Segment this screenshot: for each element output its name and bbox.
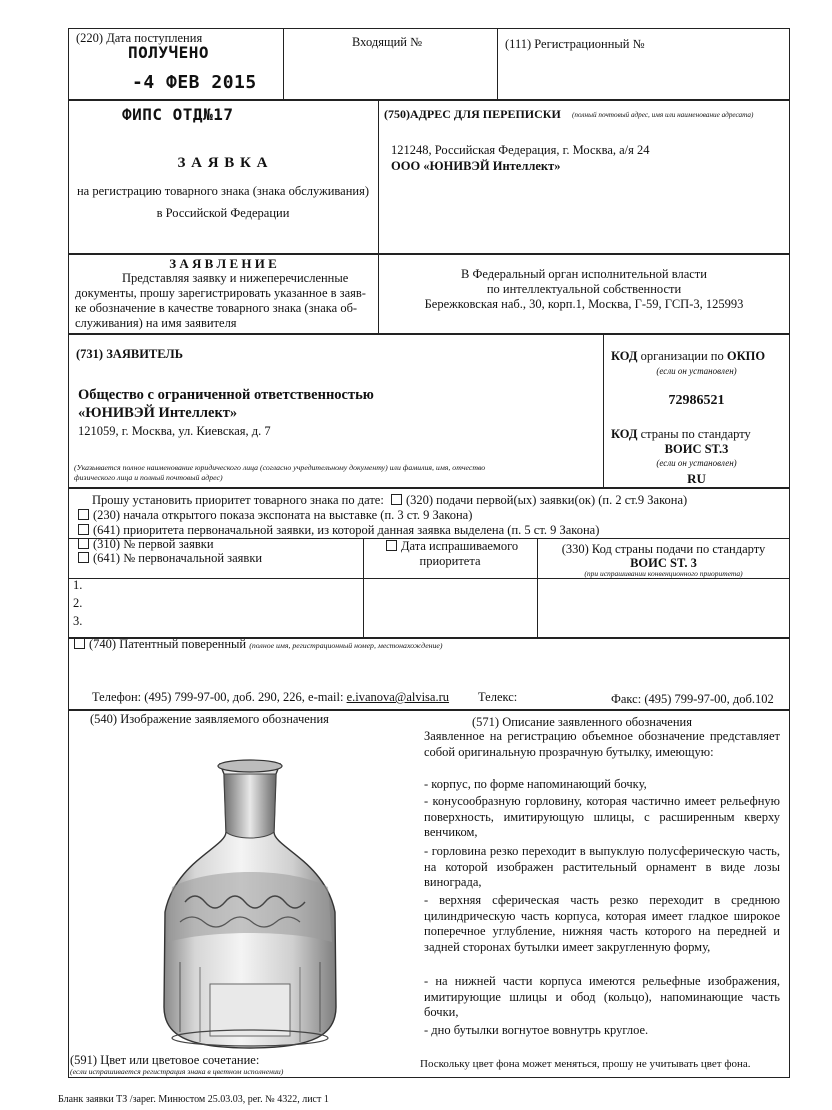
priority-intro: Прошу установить приоритет товарного знака по дате: (320) подачи первой(ых) заявки(ок) (п. 2 ст.9 Закона)	[92, 493, 688, 507]
address-line-2: ООО «ЮНИВЭЙ Интеллект»	[391, 159, 561, 173]
priority-641-checkbox[interactable]	[78, 524, 89, 535]
priority-320-label: (320) подачи первой(ых) заявки(ок) (п. 2 ст.9 Закона)	[405, 493, 688, 507]
bottle-image	[150, 752, 350, 1052]
okpo-code-hint: (если он установлен)	[656, 366, 737, 376]
priority-641-option: (641) приоритета первоначальной заявки, из которой данная заявка выделена (п. 5 ст. 9 Закона)	[78, 523, 599, 537]
application-subtitle-country: в Российской Федерации	[156, 206, 290, 220]
priority-230-option: (230) начала открытого показа экспоната на выставке (п. 3 ст. 9 Закона)	[78, 508, 472, 522]
country-code-label: КОД страны по стандарту	[611, 427, 751, 441]
priority-320-checkbox[interactable]	[391, 494, 402, 505]
priority-date-column-line-2: приоритета	[419, 554, 481, 568]
applicant-label: (731) ЗАЯВИТЕЛЬ	[76, 347, 184, 361]
applicant-address: 121059, г. Москва, ул. Киевская, д. 7	[78, 424, 271, 438]
original-application-column: (641) № первоначальной заявки	[78, 551, 262, 565]
statement-title: З А Я В Л Е Н И Е	[169, 256, 277, 271]
incoming-number-label: Входящий №	[352, 35, 423, 49]
received-date-stamp: -4 ФЕВ 2015	[132, 72, 257, 93]
country-code-standard: ВОИС ST.3	[664, 442, 729, 456]
statement-line-1: Представляя заявку и нижеперечисленные	[122, 271, 349, 285]
first-application-column: (310) № первой заявки	[78, 537, 214, 551]
priority-row-3: 3.	[73, 614, 83, 628]
authority-line-2: по интеллектуальной собственности	[486, 282, 682, 296]
country-code-330-standard: ВОИС ST. 3	[630, 556, 697, 570]
receipt-date-label: (220) Дата поступления	[76, 31, 203, 45]
attorney-label: (740) Патентный поверенный (полное имя, регистрационный номер, местонахождение)	[74, 637, 443, 651]
priority-date-column: Дата испрашиваемого	[386, 539, 518, 553]
priority-230-checkbox[interactable]	[78, 509, 89, 520]
address-hint: (полный почтовый адрес, имя или наименование адресата)	[572, 111, 754, 119]
country-code-330-label: (330) Код страны подачи по стандарту	[561, 542, 766, 556]
attorney-fax: Факс: (495) 799-97-00, доб.102	[611, 692, 774, 706]
attorney-checkbox[interactable]	[74, 638, 85, 649]
priority-date-checkbox[interactable]	[386, 540, 397, 551]
application-title: З А Я В К А	[177, 155, 269, 171]
description-item-3: - горловина резко переходит в выпуклую полусферическую часть, на которой изображен растительный орнамент в виде лозы винограда,	[424, 844, 780, 890]
description-item-5: - на нижней части корпуса имеются рельефные изображения, имитирующие шлицы и обод (кольцо), напоминающие часть бочки,	[424, 974, 780, 1020]
applicant-hint-1: (Указывается полное наименование юридического лица (согласно учредительному документу) или фамилия, имя, отчество	[74, 463, 486, 472]
address-line-1: 121248, Российская Федерация, г. Москва, а/я 24	[391, 143, 650, 157]
color-hint: (если испрашивается регистрация знака в цветном исполнении)	[70, 1067, 284, 1076]
country-code-hint: (если он установлен)	[656, 458, 737, 468]
office-stamp: ФИПС ОТД№17	[122, 105, 234, 124]
color-label: (591) Цвет или цветовое сочетание:	[70, 1053, 260, 1067]
authority-line-1: В Федеральный орган исполнительной власти	[461, 267, 707, 281]
applicant-name-line-1: Общество с ограниченной ответственностью	[78, 387, 374, 403]
okpo-code-label: КОД организации по ОКПО	[611, 349, 766, 363]
image-label: (540) Изображение заявляемого обозначения	[90, 712, 329, 726]
description-item-6: - дно бутылки вогнутое вовнутрь круглое.	[424, 1023, 649, 1037]
application-subtitle: на регистрацию товарного знака (знака обслуживания)	[76, 184, 369, 198]
registration-number-label: (111) Регистрационный №	[505, 37, 645, 51]
country-code-330-hint: (при испрашивании конвенционного приоритета)	[584, 569, 743, 578]
form-footer: Бланк заявки ТЗ /зарег. Минюстом 25.03.03, рег. № 4322, лист 1	[58, 1094, 329, 1105]
first-application-checkbox[interactable]	[78, 538, 89, 549]
priority-row-1: 1.	[73, 578, 83, 592]
color-note: Поскольку цвет фона может меняться, прошу не учитывать цвет фона.	[420, 1058, 751, 1070]
statement-line-2: документы, прошу зарегистрировать указанное в заяв-	[75, 286, 366, 300]
applicant-name-line-2: «ЮНИВЭЙ Интеллект»	[78, 405, 238, 421]
attorney-telex: Телекс:	[478, 690, 518, 704]
description-text: Заявленное на регистрацию объемное обозначение представляет собой оригинальную прозрачную бутылку, имеющую:	[424, 729, 780, 759]
description-label: (571) Описание заявленного обозначения	[472, 715, 692, 729]
attorney-email-link[interactable]: e.ivanova@alvisa.ru	[346, 690, 450, 704]
address-label: (750)АДРЕС ДЛЯ ПЕРЕПИСКИ	[384, 107, 561, 121]
description-item-2: - конусообразную горловину, которая частично имеет рельефную поверхность, имитирующую шлицы, с расширенным кверху венчиком,	[424, 794, 780, 840]
country-code-value: RU	[687, 471, 706, 486]
description-item-1: - корпус, по форме напоминающий бочку,	[424, 777, 647, 791]
authority-line-3: Бережковская наб., 30, корп.1, Москва, Г-59, ГСП-3, 125993	[424, 297, 744, 311]
okpo-code-value: 72986521	[668, 393, 725, 408]
attorney-phone: Телефон: (495) 799-97-00, доб. 290, 226, e-mail: e.ivanova@alvisa.ru	[92, 690, 450, 704]
statement-line-3: ке обозначение в качестве товарного знака (знака об-	[75, 301, 358, 315]
applicant-hint-2: физического лица и полный почтовый адрес)	[74, 473, 223, 482]
priority-row-2: 2.	[73, 596, 83, 610]
statement-line-4: служивания) на имя заявителя	[75, 316, 237, 330]
original-application-checkbox[interactable]	[78, 552, 89, 563]
description-item-4: - верхняя сферическая часть резко переходит в среднюю цилиндрическую часть корпуса, которая имеет гладкое широкое поперечное углубление, нижняя часть которого на передней и задней сторонах бутылки имеет закругленную форму,	[424, 893, 780, 954]
received-stamp: ПОЛУЧЕНО	[128, 43, 210, 62]
